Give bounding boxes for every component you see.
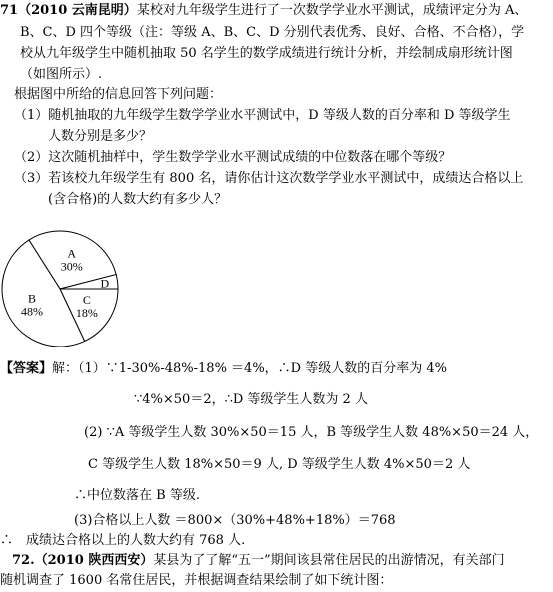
answer-tag: 【答案】 [0,361,53,376]
problem-71-source: （2010 云南昆明） [18,3,137,18]
problem-71-intro-2: B、C、D 四个等级（注：等级 A、B、C、D 分别代表优秀、良好、合格、不合格），学 [20,25,525,40]
problem-71-header [0,2,527,20]
answer-line-1 [0,360,447,378]
pie-label-b: B [28,291,37,306]
problem-72-header [12,552,505,570]
pie-label-c: C [82,293,91,308]
question-1-line-1: （1）随机抽取的九年级学生数学学业水平测试中，D 等级人数的百分率和 D 等级学生 [14,108,511,123]
problem-72-number: 72. [12,553,35,568]
pie-value-c: 18% [75,306,98,321]
problem-71-number: 71 [0,3,19,18]
question-3-line-2: (含合格)的人数大约有多少人？ [48,192,228,207]
pie-label-a: A [67,246,77,261]
problem-71-intro-4: （如图所示）. [20,67,103,82]
answer-text-1: 解：（1）∵1-30%-48%-18% ＝4%，∴D 等级人数的百分率为 4% [52,361,447,376]
problem-72-line-1: 某县为了了解“五一”期间该县常住居民的出游情况，有关部门 [153,553,505,568]
answer-line-7: ∴ 成绩达合格以上的人数大约有 768 人. [0,533,246,548]
answer-line-4: C 等级学生人数 18%×50＝9 人, D 等级学生人数 4%×50＝2 人 [88,457,471,472]
answer-line-3: (2) ∵A 等级学生人数 30%×50＝15 人，B 等级学生人数 48%×50＝24 人， [84,425,539,440]
pie-value-b: 48% [21,304,44,319]
answer-line-5: ∴中位数落在 B 等级. [74,488,200,503]
problem-71-intro-3: 校从九年级学生中随机抽取 50 名学生的数学成绩进行统计分析，并绘制成扇形统计图 [20,46,513,61]
problem-71-intro-1: 某校对九年级学生进行了一次数学学业水平测试，成绩评定分为 A、 [136,3,528,18]
question-1-line-2: 人数分别是多少？ [48,129,153,144]
pie-label-d: D [100,276,110,291]
answer-line-6: (3)合格以上人数 ＝800×（30%+48%+18%）＝768 [74,513,396,528]
problem-72-source: （2010 陕西西安） [34,553,154,568]
problem-72-line-2: 随机调查了 1600 名常住居民，并根据调查结果绘制了如下统计图： [0,573,393,588]
question-3-line-1: （3）若该校九年级学生有 800 名，请你估计这次数学学业水平测试中，成绩达合格以上 [14,171,524,186]
problem-71-prompt: 根据图中所给的信息回答下列问题： [14,87,223,102]
pie-value-a: 30% [60,259,83,274]
pie-chart [0,227,140,347]
answer-line-2: ∵4%×50＝2，∴D 等级学生人数为 2 人 [134,392,368,407]
question-2: （2）这次随机抽样中，学生数学学业水平测试成绩的中位数落在哪个等级？ [14,150,452,165]
